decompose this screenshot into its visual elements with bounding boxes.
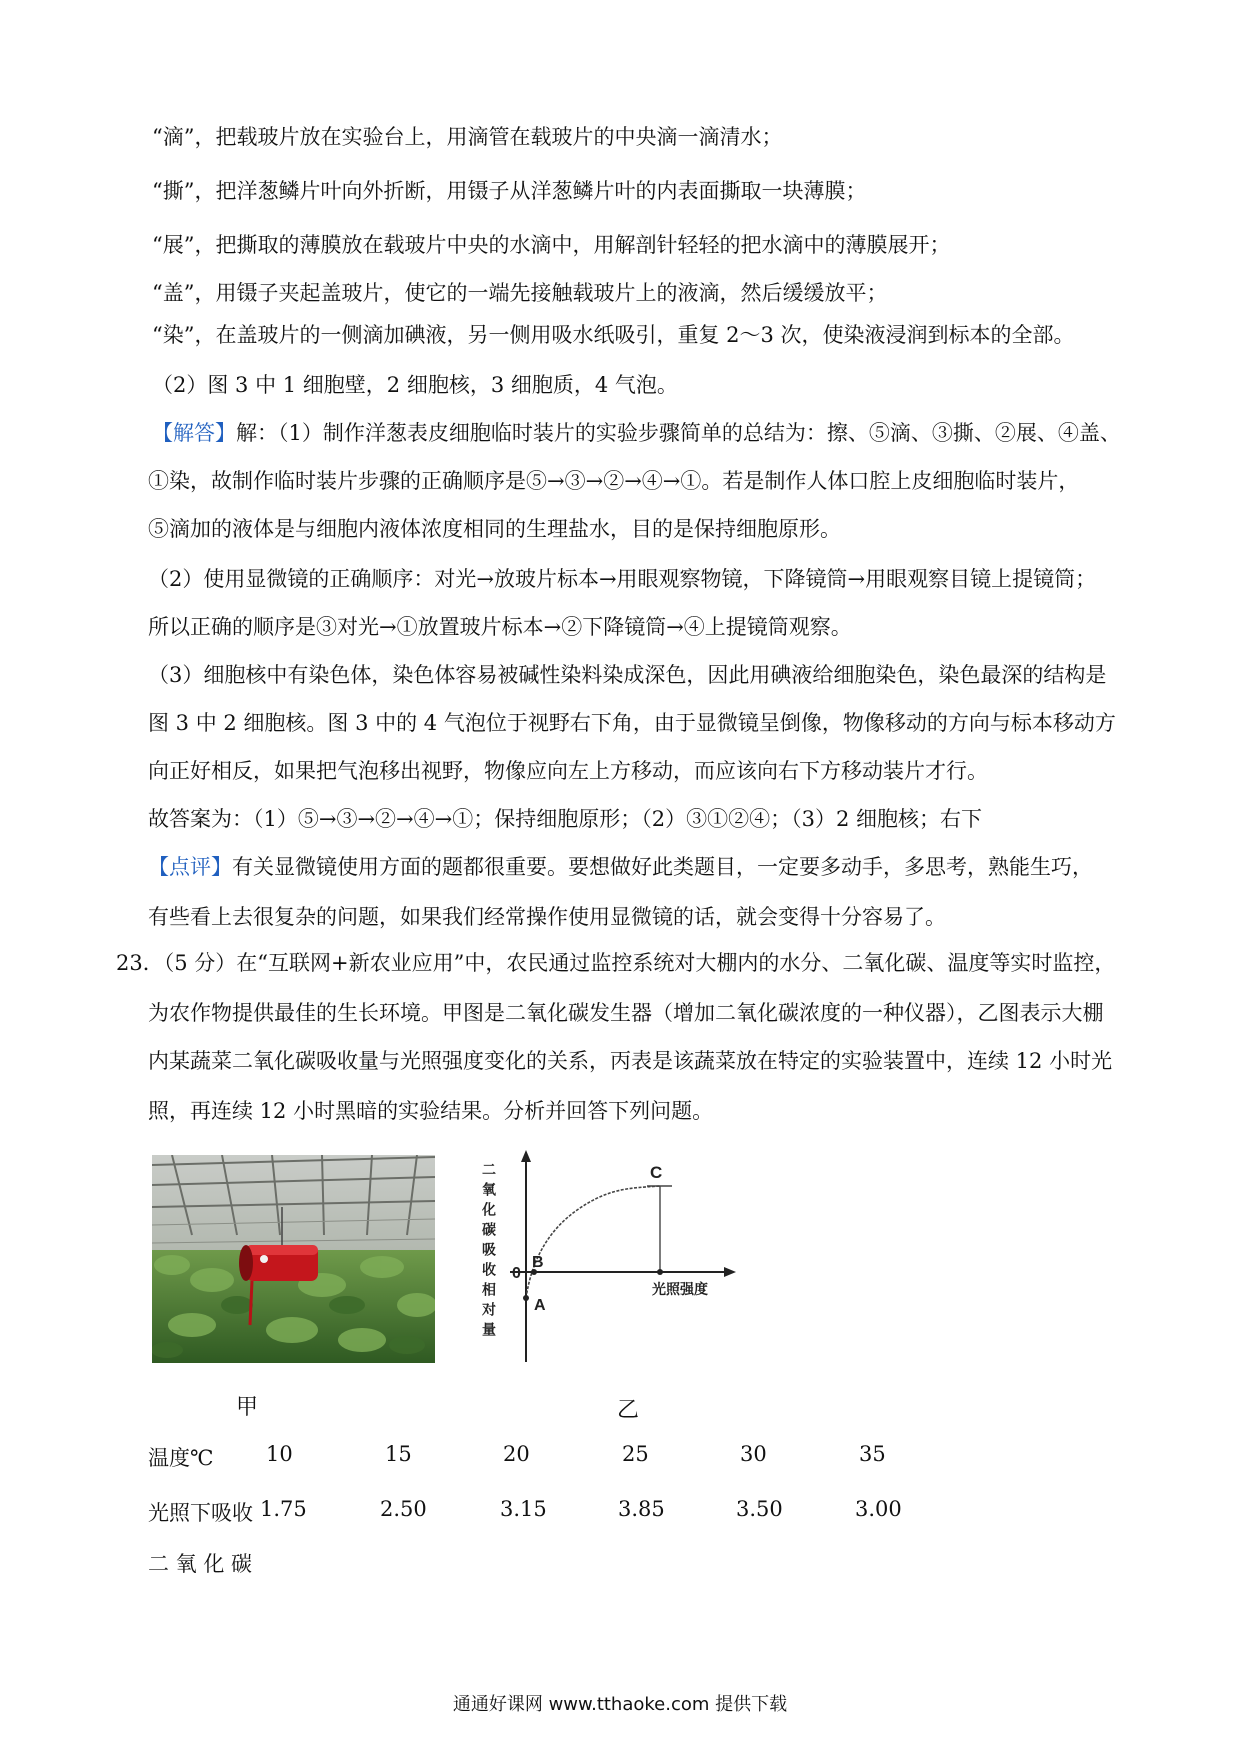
c-foot-point: [657, 1269, 663, 1275]
footer-source: 通通好课网 www.tthaoke.com 提供下载: [452, 1694, 788, 1715]
table-cell: 15: [385, 1442, 412, 1466]
table-row2-label-cont: 二 氧 化 碳: [148, 1552, 253, 1576]
text-line: （2）使用显微镜的正确顺序：对光→放玻片标本→用眼观察物镜，下降镜筒→用眼观察目镜上提镜筒；: [148, 567, 1097, 591]
caption-yi: 乙: [617, 1398, 640, 1423]
text-line: 故答案为：（1）⑤→③→②→④→①；保持细胞原形；（2）③①②④；（3）2 细胞核；右下: [148, 807, 982, 831]
text-line: ①染，故制作临时装片步骤的正确顺序是⑤→③→②→④→①。若是制作人体口腔上皮细胞临时装片，: [148, 469, 1080, 493]
text-line: （2）图 3 中 1 细胞壁，2 细胞核，3 细胞质，4 气泡。: [152, 373, 678, 397]
comment-tag: 【点评】: [148, 855, 232, 879]
y-axis-arrow-icon: [521, 1150, 531, 1162]
text-line: “撕”，把洋葱鳞片叶向外折断，用镊子从洋葱鳞片叶的内表面撕取一块薄膜；: [152, 179, 867, 203]
text-line: 有些看上去很复杂的问题，如果我们经常操作使用显微镜的话，就会变得十分容易了。: [148, 905, 946, 929]
point-b-label: B: [532, 1254, 544, 1271]
caption-jia: 甲: [236, 1395, 259, 1420]
table-cell: 1.75: [260, 1497, 307, 1521]
text-line: 所以正确的顺序是③对光→①放置玻片标本→②下降镜筒→④上提镜筒观察。: [148, 615, 852, 639]
point-a: [523, 1295, 529, 1301]
co2-generator-photo: [152, 1155, 435, 1363]
text-line: 图 3 中 2 细胞核。图 3 中的 4 气泡位于视野右下角，由于显微镜呈倒像，物像移动的方向与标本移动方: [148, 711, 1116, 735]
text-line: 为农作物提供最佳的生长环境。甲图是二氧化碳发生器（增加二氧化碳浓度的一种仪器），乙图表示大棚: [148, 1001, 1104, 1025]
greenhouse-image: [152, 1155, 435, 1363]
text-line: “滴”，把载玻片放在实验台上，用滴管在载玻片的中央滴一滴清水；: [152, 125, 783, 149]
text-line: 内某蔬菜二氧化碳吸收量与光照强度变化的关系，丙表是该蔬菜放在特定的实验装置中，连续 12 小时光: [148, 1049, 1113, 1073]
table-cell: 10: [266, 1442, 293, 1466]
answer-tag: 【解答】: [152, 421, 236, 445]
text-line: “展”，把撕取的薄膜放在载玻片中央的水滴中，用解剖针轻轻的把水滴中的薄膜展开；: [152, 233, 951, 257]
table-cell: 35: [859, 1442, 886, 1466]
table-cell: 30: [740, 1442, 767, 1466]
answer-line: [152, 418, 1121, 448]
table-cell: 3.50: [736, 1497, 783, 1521]
table-cell: 3.00: [855, 1497, 902, 1521]
x-axis-label: 光照强度: [652, 1282, 708, 1298]
comment-line: [148, 852, 1093, 882]
table-cell: 3.15: [500, 1497, 547, 1521]
text-line: “染”，在盖玻片的一侧滴加碘液，另一侧用吸水纸吸引，重复 2～3 次，使染液浸润到标本的全部。: [152, 323, 1075, 347]
question-23-line: 23．（5 分）在“互联网+新农业应用”中，农民通过监控系统对大棚内的水分、二氧化碳、温度等实时监控，: [116, 951, 1116, 975]
table-row1-label: 温度℃: [148, 1446, 214, 1470]
comment-text: 有关显微镜使用方面的题都很重要。要想做好此类题目，一定要多动手，多思考，熟能生巧，: [232, 855, 1093, 879]
text-line: ⑤滴加的液体是与细胞内液体浓度相同的生理盐水，目的是保持细胞原形。: [148, 517, 841, 541]
answer-text: 解：（1）制作洋葱表皮细胞临时装片的实验步骤简单的总结为：擦、⑤滴、③撕、②展、④盖、: [236, 421, 1121, 445]
table-cell: 25: [622, 1442, 649, 1466]
text-line: 照，再连续 12 小时黑暗的实验结果。分析并回答下列问题。: [148, 1099, 714, 1123]
y-axis-label: 二氧化碳吸收相对量: [480, 1162, 496, 1342]
co2-curve: [526, 1186, 660, 1298]
table-cell: 20: [503, 1442, 530, 1466]
point-c-label: C: [650, 1163, 663, 1182]
table-cell: 2.50: [380, 1497, 427, 1521]
x-axis-arrow-icon: [724, 1267, 736, 1277]
table-row2-label: 光照下吸收: [148, 1501, 253, 1525]
origin-label: 0: [512, 1265, 521, 1282]
text-line: 向正好相反，如果把气泡移出视野，物像应向左上方移动，而应该向右下方移动装片才行。: [148, 759, 988, 783]
point-a-label: A: [534, 1297, 546, 1314]
text-line: （3）细胞核中有染色体，染色体容易被碱性染料染成深色，因此用碘液给细胞染色，染色最深的结构是: [148, 663, 1107, 687]
co2-absorption-graph: [470, 1148, 750, 1370]
table-cell: 3.85: [618, 1497, 665, 1521]
text-line: “盖”，用镊子夹起盖玻片，使它的一端先接触载玻片上的液滴，然后缓缓放平；: [152, 281, 888, 305]
